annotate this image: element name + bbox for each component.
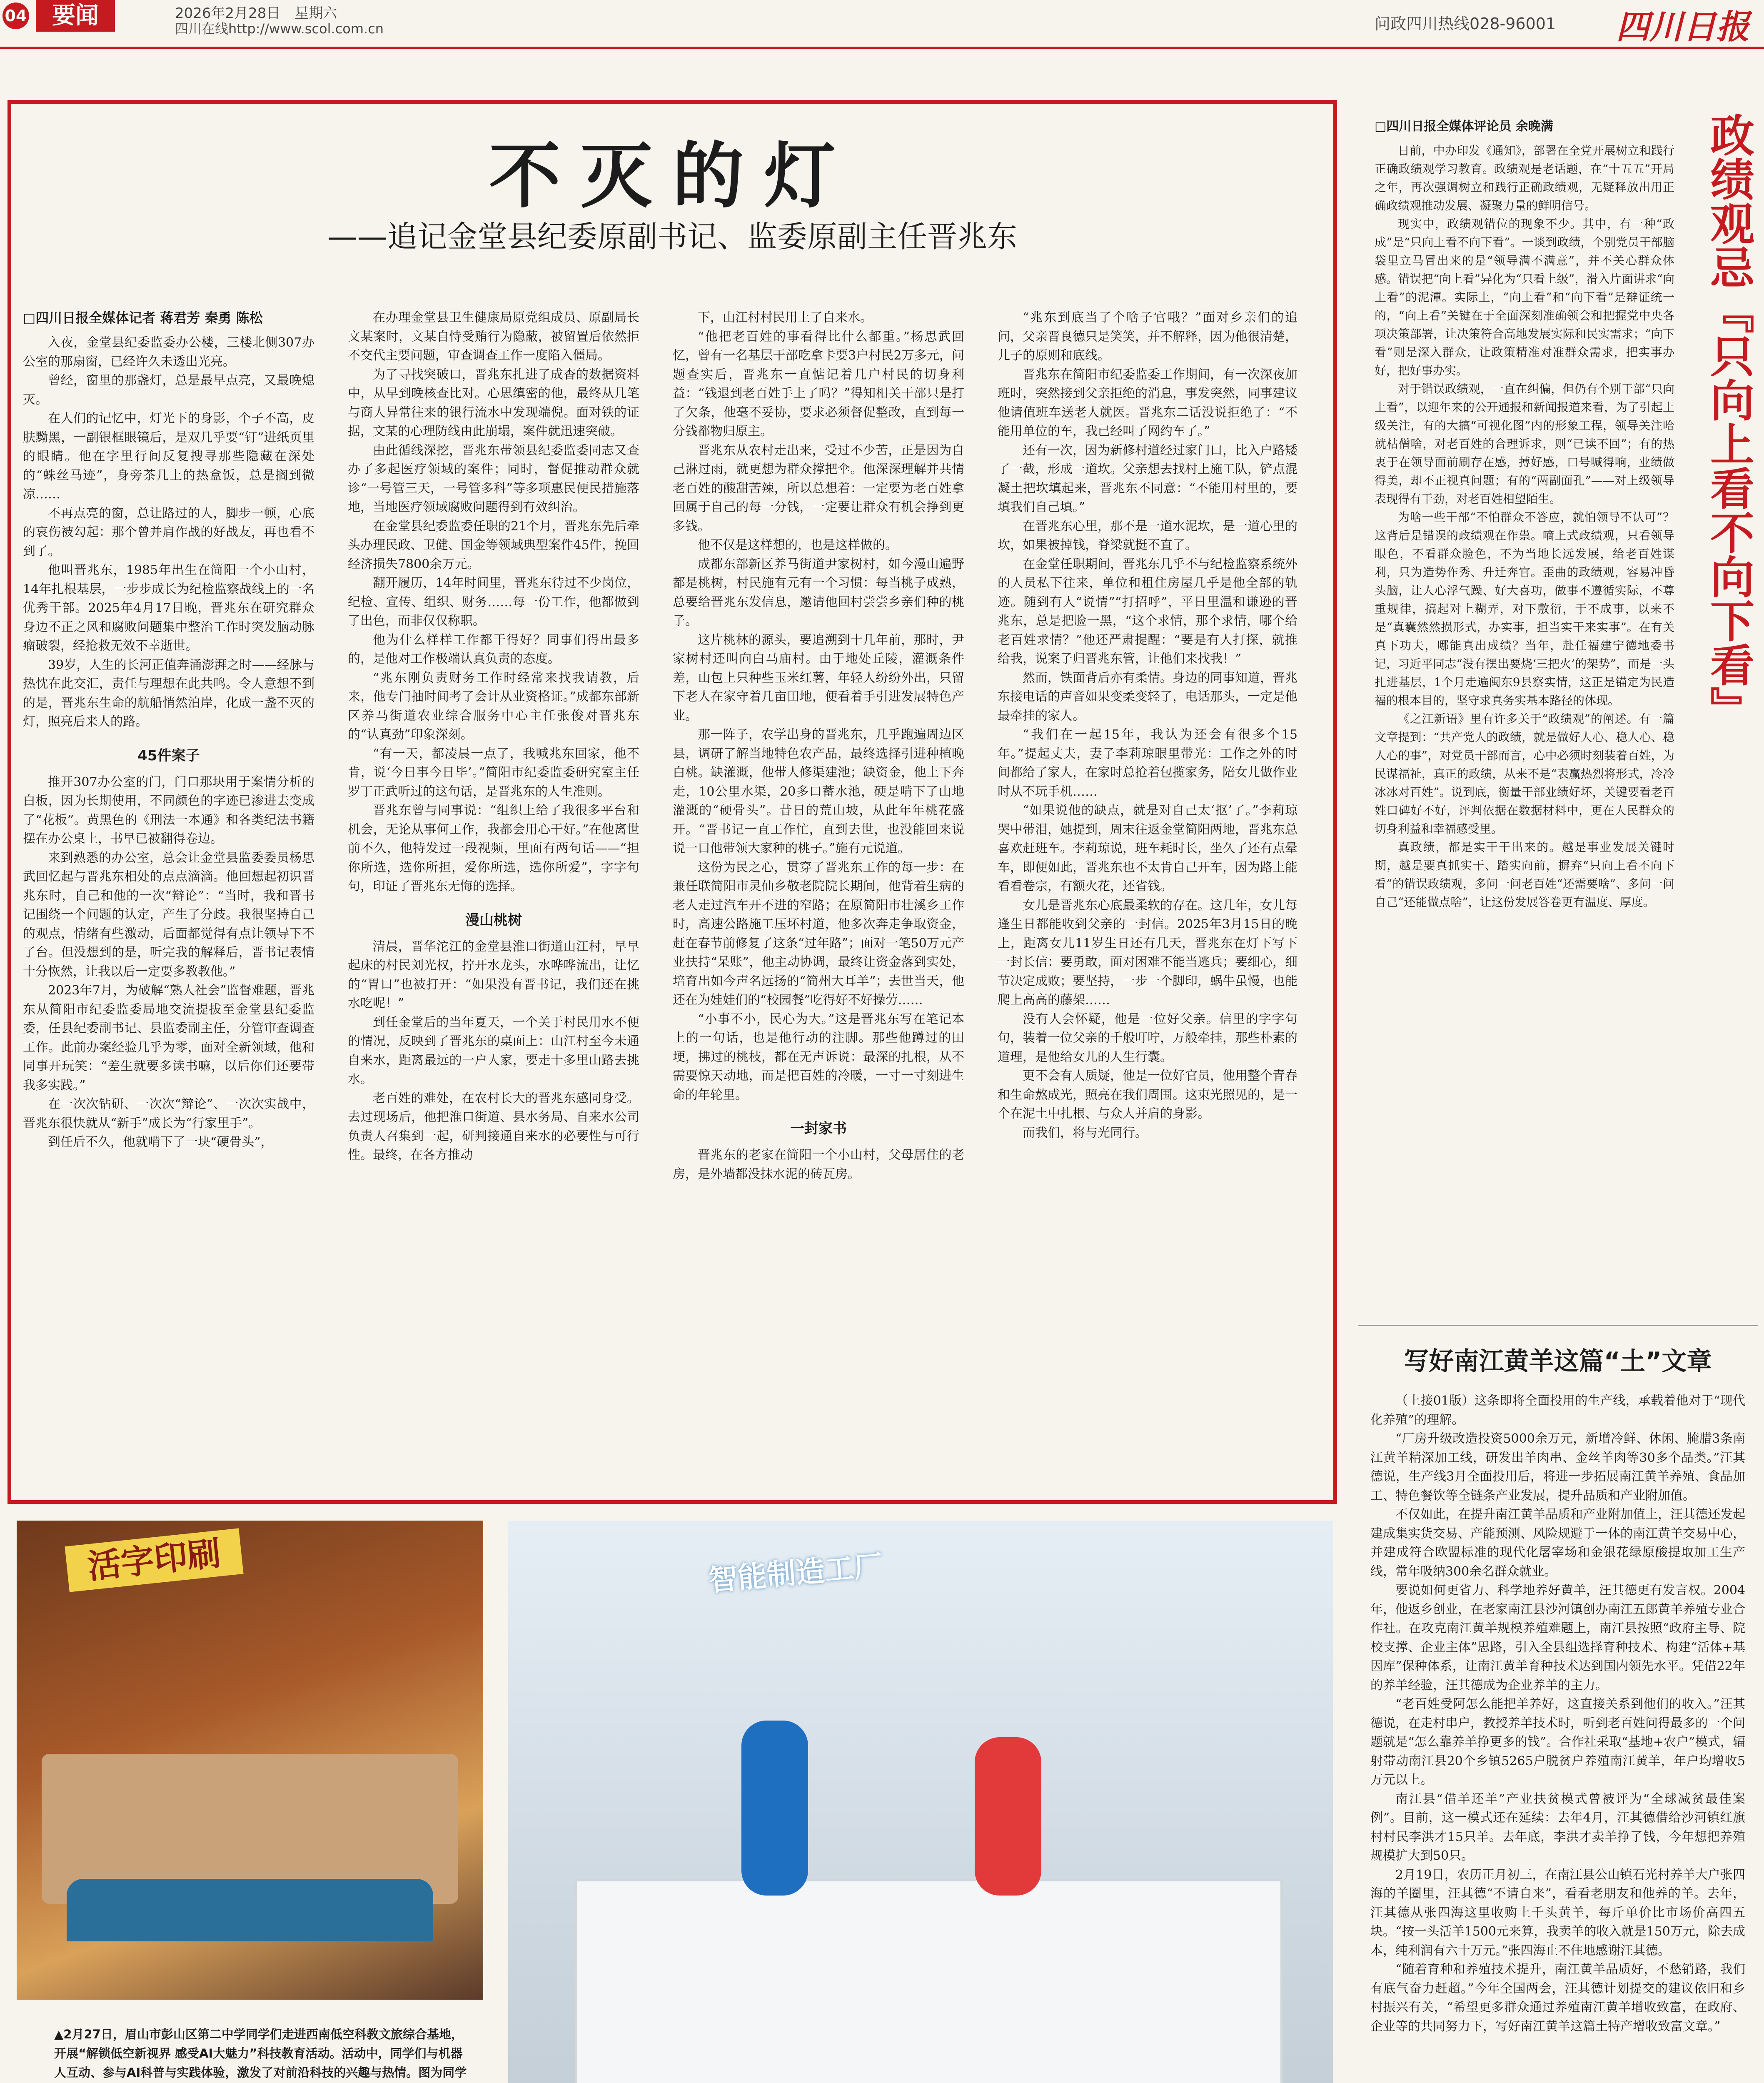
paragraph: 要说如何更省力、科学地养好黄羊，汪其德更有发言权。2004年，他返乡创业，在老家南江县沙河镇创办南江五郎黄羊养殖专业合作社。在攻克南江黄羊规模养殖难题上，南江县按照“政府主导、院校支撑、企业主体”思路，引入全县组选择育种技术、构建“活体+基因库”保种体系，让南江黄羊育种技术达到国内领先水平。凭借22年的养羊经验，汪其德成为企业养羊的主力。 [1370, 1583, 1745, 1693]
paragraph: 在办理金堂县卫生健康局原党组成员、原副局长文某案时，文某自恃受贿行为隐蔽，被留置后依然拒不交代主要问题，审查调查工作一度陷入僵局。 [348, 310, 639, 363]
photo-robot-factory [508, 1521, 1333, 2083]
paragraph: 真政绩，都是实干干出来的。越是事业发展关键时期，越是要真抓实干、踏实向前，摒弃“只向上看不向下看”的错误政绩观，多问一问老百姓“还需要啥”、多问一问自己“还能做点啥”，让这份发展答卷更有温度、厚度。 [1375, 840, 1674, 909]
masthead-logo: 四川日报 [1616, 7, 1749, 46]
paragraph: 他不仅是这样想的，也是这样做的。 [698, 538, 898, 552]
section-heading: 一封家书 [790, 1120, 847, 1137]
main-article-title: 不灭的灯 [489, 134, 856, 218]
paragraph: 为啥一些干部“不怕群众不答应，就怕领导不认可”？这背后是错误的政绩观在作祟。嘀上式政绩观，只看领导眼色，不看群众脸色，不为当地长远发展，给老百姓谋利，只为造势作秀、升迁奔官。歪曲的政绩观，容易冲昏头脑，让人心浮气躁、好大喜功，做事不遵循实际，不尊重规律，搞起对上糊弄，对下敷衍，于不成事，以来不是“真囊然然损形式，办实事，担当实干来实事”。在有关真下功夫，哪能真出成绩？当年，赴任福建宁德地委书记，习近平同志“没有摆出要烧‘三把火’的架势”，而是一头扎进基层，1个月走遍闽东9县察实情，这正是锚定为民造福的根本目的，坚守求真务实基本路径的体现。 [1375, 510, 1674, 707]
south-river-body [1370, 1391, 1745, 2083]
paragraph: 2月19日，农历正月初三，在南江县公山镇石光村养羊大户张四海的羊圈里，汪其德“不请自来”，看看老朋友和他养的羊。去年，汪其德从张四海这里收购上千头黄羊，每斤单价比市场价高四五块。“按一头活羊1500元来算，我卖羊的收入就是150万元，除去成本，纯利润有六十万元。”张四海止不住地感谢汪其德。 [1370, 1867, 1745, 1958]
paragraph: 推开307办公室的门，门口那块用于案情分析的白板，因为长期使用，不同颜色的字迹已渗进去变成了“花板”。黄黑色的《刑法一本通》和各类纪法书籍摆在办公桌上，书早已被翻得卷边。 [23, 774, 314, 846]
paragraph: “随着育种和养殖技术提升，南江黄羊品质好，不愁销路，我们有底气奋力赶超。”今年全国两会，汪其德计划提交的建议依旧和乡村振兴有关，“希望更多群众通过养殖南江黄羊增收致富，在政府、企业等的共同努力下，写好南江黄羊这篇土特产增收致富文章。” [1370, 1962, 1745, 2034]
paragraph: 在人们的记忆中，灯光下的身影，个子不高，皮肤黝黑，一副银框眼镜后，是双几乎要“钉”进纸页里的眼睛。他在字里行间反复搜寻那些隐藏在深处的“蛛丝马迹”，身旁茶几上的热盒饭，总是搁到微凉…… [23, 411, 314, 502]
paragraph: 晋兆东的老家在简阳一个小山村，父母居住的老房，是外墙都没抹水泥的砖瓦房。 [673, 1148, 964, 1181]
paragraph: 清晨，晋华沱江的金堂县淮口街道山江村，早早起床的村民刘光权，拧开水龙头，水哗哗流出，让忆的“胃口”也被打开：“如果没有晋书记，我们还在挑水吃呢！” [348, 939, 639, 1011]
paragraph: 在晋兆东心里，那不是一道水泥坎，是一道心里的坎，如果被掉钱，脊梁就挺不直了。 [998, 519, 1297, 552]
divider [1358, 1325, 1758, 1326]
paragraph: 南江县“借羊还羊”产业扶贫模式曾被评为“全球减贫最佳案例”。目前，这一模式还在延续：去年4月，汪其德借给沙河镇红旗村村民李洪才15只羊。去年底，李洪才卖羊挣了钱，今年想把养殖规模扩大到50只。 [1370, 1791, 1745, 1863]
paragraph: 成都东部新区养马街道尹家树村，如今漫山遍野都是桃树，村民施有元有一个习惯：每当桃子成熟，总要给晋兆东发信息，邀请他回村尝尝乡亲们种的桃子。 [673, 557, 964, 628]
paragraph: 对于错误政绩观，一直在纠偏，但仍有个别干部“只向上看”，以迎年来的公开通报和新闻报道来看，为了引起上级关注，有的大搞“可视化图”内的形象工程，领导关注哈就枯僧啥，对老百姓的合理诉求，则“已读不回”；有的热衷于在领导面前刷存在感，搏好感，口号喊得响，业绩做得美，却不正视真问题；有的“两副面孔”——对上级领导表现得有干劲，对老百姓相望陌生。 [1375, 382, 1674, 506]
paragraph: “小事不小，民心为大。”这是晋兆东写在笔记本上的一句话，也是他行动的注脚。那些他蹲过的田埂，拂过的桃枝，都在无声诉说：最深的扎根，从不需要惊天动地，而是把百姓的冷暖，一寸一寸刻进生命的年轮里。 [673, 1012, 964, 1102]
paragraph: 到任后不久，他就啃下了一块“硬骨头”， [48, 1135, 273, 1149]
paragraph: 这份为民之心，贯穿了晋兆东工作的每一步：在兼任联简阳市灵仙乡敬老院院长期间，他背着生病的老人走过汽车开不进的窄路；在原简阳市壮溪乡工作时，高速公路施工压坏村道，他多次奔走争取资金，赶在春节前修复了这条“过年路”；面对一笔50万元产业扶持“呆账”，他主动协调，最终让资金落到实处，培育出如今声名远扬的“简州大耳羊”；去世当天，他还在为娃娃们的“校园餐”吃得好不好操劳…… [673, 860, 964, 1007]
paragraph: 2023年7月，为破解“熟人社会”监督难题，晋兆东从简阳市纪委监委局地交流提拔至金堂县纪委监委，任县纪委副书记、县监委副主任，分管审查调查工作。此前办案经验几乎为零，面对全新领域，他和同事开玩笑：“差生就要多读书嘛，以后你们还要带我多实践。” [23, 983, 314, 1093]
paragraph: （上接01版）这条即将全面投用的生产线，承载着他对于“现代化养殖”的理解。 [1370, 1394, 1745, 1427]
paragraph: 来到熟悉的办公室，总会让金堂县监委委员杨思武回忆起与晋兆东相处的点点滴滴。他回想起初识晋兆东时，自己和他的一次“辩论”：“当时，我和晋书记围绕一个问题的认定，产生了分歧。我很坚持自己的观点，情绪有些激动，后面都觉得有点让领导下不了台。但没想到的是，听完我的解释后，晋书记表情十分恢然，让我以后一定要多教教他。” [23, 850, 314, 979]
paragraph: “他把老百姓的事看得比什么都重。”杨思武回忆，曾有一名基层干部吃拿卡要3户村民2万多元，问题查实后，晋兆东一直惦记着几户村民的切身利益：“钱退到老百姓手上了吗？”得知相关干部只是打了欠条，他毫不妥协，要求必须督促整改，直到每一分钱都物归原主。 [673, 329, 964, 439]
section-heading: 45件案子 [137, 747, 200, 764]
commentary-body [1375, 142, 1674, 1350]
paragraph: 他为什么样样工作都干得好？同事们得出最多的，是他对工作极端认真负责的态度。 [348, 632, 639, 666]
hotline: 问政四川热线028-96001 [1375, 15, 1556, 33]
paragraph: “如果说他的缺点，就是对自己太‘抠’了。”李莉琼哭中带泪，她提到，周末往返金堂简阳两地，晋兆东总喜欢赶班车。李莉琼说，班车耗时长，坐久了还有点晕车，即便如此，晋兆东也不太肯自己开车，因为路上能看看卷宗，有额火花，还省钱。 [998, 803, 1297, 894]
header-rule [0, 47, 1764, 49]
paragraph: 在一次次钻研、一次次“辩论”、一次次实战中，晋兆东很快就从“新手”成长为“行家里手”。 [23, 1097, 314, 1131]
paragraph: 日前，中办印发《通知》，部署在全党开展树立和践行正确政绩观学习教育。政绩观是老话题，在“十五五”开局之年，再次强调树立和践行正确政绩观，无疑释放出用正确政绩观推动发展、凝聚力量的鲜明信号。 [1375, 144, 1674, 212]
photo-printing-station [17, 1521, 483, 2000]
paragraph: “兆东刚负责财务工作时经常来找我请教，后来，他专门抽时间考了会计从业资格证。”成都东部新区养马街道农业综合服务中心主任张俊对晋兆东的“认真劲”印象深刻。 [348, 670, 639, 742]
paragraph: 到任金堂后的当年夏天，一个关于村民用水不便的情况，反映到了晋兆东的桌面上：山江村至今未通自来水，距离最远的一户人家，要走十多里山路去挑水。 [348, 1015, 639, 1086]
main-article-byline: □四川日报全媒体记者 蒋君芳 秦勇 陈松 [23, 310, 263, 326]
paragraph: 没有人会怀疑，他是一位好父亲。信里的字字句句，装着一位父亲的千般叮咛，万般牵挂，那些朴素的道理，是他给女儿的人生行囊。 [998, 1012, 1297, 1064]
paragraph: 《之江新语》里有许多关于“政绩观”的阐述。有一篇文章提到：“共产党人的政绩，就是做好人心、稳人心、稳人心的事”，对党员干部而言，心中必须时刻装着百姓，为民谋福祉，真正的政绩，从来不是“表赢热烈将形式，冷冷冰冰对百姓”。说到底，衡量干部业绩好坏，关键要看老百姓口碑好不好，评判依据在数据材料中，更在人民群众的切身利益和幸福感受里。 [1375, 712, 1674, 836]
paragraph: 39岁，人生的长河正值奔涌澎湃之时——经脉与热忱在此交汇，责任与理想在此共鸣。令人意想不到的是，晋兆东生命的航船悄然泊岸，化成一盏不灭的灯，照亮后来人的路。 [23, 657, 314, 729]
paragraph: 他叫晋兆东，1985年出生在简阳一个小山村，14年扎根基层，一步步成长为纪检监察战线上的一名优秀干部。2025年4月17日晚，晋兆东在研究群众身边不正之风和腐败问题集中整治工作时突发脑动脉瘤破裂，经抢救无效不幸逝世。 [23, 563, 314, 653]
main-article-subtitle: ——追记金堂县纪委原副书记、监委原副主任晋兆东 [327, 219, 1017, 254]
paragraph: 而我们，将与光同行。 [1023, 1125, 1148, 1140]
section-label: 要闻 [36, 0, 115, 32]
photo-caption: ▲2月27日，眉山市彭山区第二中学同学们走进西南低空科教文旅综合基地，开展“解锁低空新视界 感受AI大魅力”科技教育活动。活动中，同学们与机器人互动、参与AI科普与实践体验，激发了对前沿科技的兴趣与热情。图为同学 [54, 2027, 467, 2080]
paragraph: 翻开履历，14年时间里，晋兆东待过不少岗位，纪检、宣传、组织、财务……每一份工作，他都做到了出色，而非仅仅称职。 [348, 576, 639, 628]
paragraph: “我们在一起15年，我认为还会有很多个15年。”提起丈夫，妻子李莉琼眼里带光：工作之外的时间都给了家人，在家时总抢着包揽家务，陪女儿做作业时从不玩手机…… [998, 727, 1297, 799]
paragraph: “有一天，都凌晨一点了，我喊兆东回家，他不肯，说‘今日事今日毕’。”简阳市纪委监委研究室主任罗丁正武听过的这句话，是晋兆东的人生准则。 [348, 746, 639, 799]
header-date: 2026年2月28日 星期六 [175, 5, 337, 22]
paragraph: 女儿是晋兆东心底最柔软的存在。这几年，女儿每逢生日都能收到父亲的一封信。2025年3月15日的晚上，距离女儿11岁生日还有几天，晋兆东在灯下写下一封长信：要勇敢，面对困难不能当逃兵；要细心，细节决定成败；要坚持，一步一个脚印，蜗牛虽慢，也能爬上高高的藤架…… [998, 898, 1297, 1007]
section-heading: 漫山桃树 [465, 912, 522, 929]
paragraph: “厂房升级改造投资5000余万元，新增冷鲜、休闲、腌腊3条南江黄羊精深加工线，研发出羊肉串、金丝羊肉等30多个品类。”汪其德说，生产线3月全面投用后，将进一步拓展南江黄羊养殖、食品加工、特色餐饮等全链条产业发展，提升品质和产业附加值。 [1370, 1431, 1745, 1503]
article-column-2 [348, 308, 639, 1491]
article-column-4 [998, 308, 1297, 1491]
page-number-badge: 04 [2, 2, 29, 29]
paragraph: 在金堂县纪委监委任职的21个月，晋兆东先后牵头办理民政、卫健、国金等领域典型案件45件，挽回经济损失7800余万元。 [348, 519, 639, 572]
header-site[interactable]: 四川在线http://www.scol.com.cn [175, 21, 384, 37]
paragraph: 还有一次，因为新修村道经过家门口，比入户路矮了一截，形成一道坎。父亲想去找村上施工队，铲点混凝土把坎填起来，晋兆东不同意：“不能用村里的，要填我们自己填。” [998, 443, 1297, 515]
paragraph: “老百姓受阿怎么能把羊养好，这直接关系到他们的收入。”汪其德说，在走村串户，教授养羊技术时，听到老百姓问得最多的一个问题就是“怎么靠养羊挣更多的钱”。合作社采取“基地+农户”模式，辐射带动南江县20个乡镇5265户脱贫户养殖南江黄羊，年户均增收5万元以上。 [1370, 1697, 1745, 1787]
article-column-3 [673, 308, 964, 1491]
paragraph: 这片桃林的源头，要追溯到十几年前，那时，尹家树村还叫向白马庙村。由于地处丘陵，灌溉条件差，山包上只种些玉米红薯，年轻人纷纷外出，只留下老人在家守着几亩田地，便看着手引进发展特色产业。 [673, 632, 964, 723]
paragraph: 老百姓的难处，在农村长大的晋兆东感同身受。去过现场后，他把淮口街道、县水务局、自来水公司负责人召集到一起，研判接通自来水的必要性与可行性。最终，在各方推动 [348, 1091, 639, 1162]
paragraph: 不仅如此，在提升南江黄羊品质和产业附加值上，汪其德还发起建成集实货交易、产能预测、风险规避于一体的南江黄羊交易中心，并建成符合欧盟标准的现代化屠宰场和金银花绿原酸提取加工生产线，常年吸纳300余名群众就业。 [1370, 1507, 1745, 1579]
paragraph: 曾经，窗里的那盏灯，总是最早点亮，又最晚熄灭。 [23, 373, 314, 407]
printing-sign: 活字印刷 [65, 1528, 243, 1592]
paragraph: 晋兆东从农村走出来，受过不少苦，正是因为自己淋过雨，就更想为群众撑把伞。他深深理解并共情老百姓的酸甜苦辣，所以总想着：一定要为老百姓拿回属于自己的每一分钱，一定要让群众有机会挣到更多钱。 [673, 443, 964, 534]
paragraph: 不再点亮的窗，总让路过的人，脚步一顿，心底的哀伤被勾起：那个曾并肩作战的好战友，再也看不到了。 [23, 506, 314, 559]
factory-sign: 智能制造工厂 [707, 1548, 885, 1598]
paragraph: 下，山江村村民用上了自来水。 [698, 310, 873, 325]
paragraph: 由此循线深挖，晋兆东带领县纪委监委同志又查办了多起医疗领域的案件；同时，督促推动群众就诊“一号管三天，一号管多科”等多项惠民便民措施落地，当地医疗领域腐败问题得到有效纠治。 [348, 443, 639, 515]
paragraph: “兆东到底当了个啥子官哦？”面对乡亲们的追问，父亲晋良德只是笑笑，并不解释，因为他很清楚，儿子的原则和底线。 [998, 310, 1297, 363]
paragraph: 为了寻找突破口，晋兆东扎进了成杳的数据资料中，从早到晚核查比对。心思缜密的他，最终从几笔与商人异常往来的银行流水中发现端倪。面对铁的证据，文某的心理防线由此崩塌，案件就迅速突破。 [348, 367, 639, 439]
paragraph: 入夜，金堂县纪委监委办公楼，三楼北侧307办公室的那扇窗，已经许久未透出光亮。 [23, 335, 314, 369]
paragraph: 然而，铁面背后亦有柔情。身边的同事知道，晋兆东接电话的声音如果变柔变轻了，电话那头，一定是他最牵挂的家人。 [998, 670, 1297, 723]
paragraph: 更不会有人质疑，他是一位好官员，他用整个青春和生命熬成光，照亮在我们周围。这束光照见的，是一个在泥土中扎根、与众人并肩的身影。 [998, 1069, 1297, 1121]
article-column-1 [23, 333, 314, 1491]
paragraph: 那一阵子，农学出身的晋兆东，几乎跑遍周边区县，调研了解当地特色农产品，最终选择引进种植晚白桃。缺灌溉，他带人修渠建池；缺资金，他上下奔走，10公里水渠，20多口蓄水池，硬是啃下了山地灌溉的“硬骨头”。昔日的荒山坡，从此年年桃花盛开。“晋书记一直工作忙，直到去世，也没能回来说说一口他带领大家种的桃子。”施有元说道。 [673, 727, 964, 856]
paragraph: 晋兆东在简阳市纪委监委工作期间，有一次深夜加班时，突然接到父亲拒绝的消息，事发突然，同事建议他请值班车送老人就医。晋兆东二话没说拒绝了：“不能用单位的车，我已经叫了网约车了。” [998, 367, 1297, 439]
paragraph: 晋兆东曾与同事说：“组织上给了我很多平台和机会，无论从事何工作，我都会用心干好。”在他离世前不久，他特发过一段视频，里面有两句话——“担你所选，选你所担，爱你所选，选你所爱”，字字句句，印证了晋兆东无悔的选择。 [348, 803, 639, 894]
commentary-title: 政绩观忌『只向上看不向下看』 [1703, 112, 1754, 731]
south-river-title: 写好南江黄羊这篇“土”文章 [1404, 1347, 1712, 1376]
paragraph: 在金堂任职期间，晋兆东几乎不与纪检监察系统外的人员私下往来，单位和租住房屋几乎是他全部的轨迹。随到有人“说情”“打招呼”，平日里温和谦逊的晋兆东，总是把脸一黑，“这个求情，那个求情，哪个给老百姓求情？”他还严肃提醒：“要是有人打探，就推给我，说案子归晋兆东管，让他们来找我！” [998, 557, 1297, 666]
paragraph: 现实中，政绩观错位的现象不少。其中，有一种“政成”是“只向上看不向下看”。一谈到政绩，个别党员干部脑袋里立马冒出来的是“领导满不满意”，并不关心群众体感。错误把“向上看”异化为“只看上级”，滑入片面讲求“向上看”的泥潭。实际上，“向上看”和“向下看”是辩证统一的，“向上看”关键在于全面深刻准确领会和把握党中央各项决策部署，让决策符合高地发展实际和民实需求；“向下看”则是深入群众，让政策精准对准群众需求，把实事办好，把好事办实。 [1375, 217, 1674, 377]
commentary-byline: □四川日报全媒体评论员 余晚满 [1375, 119, 1553, 134]
